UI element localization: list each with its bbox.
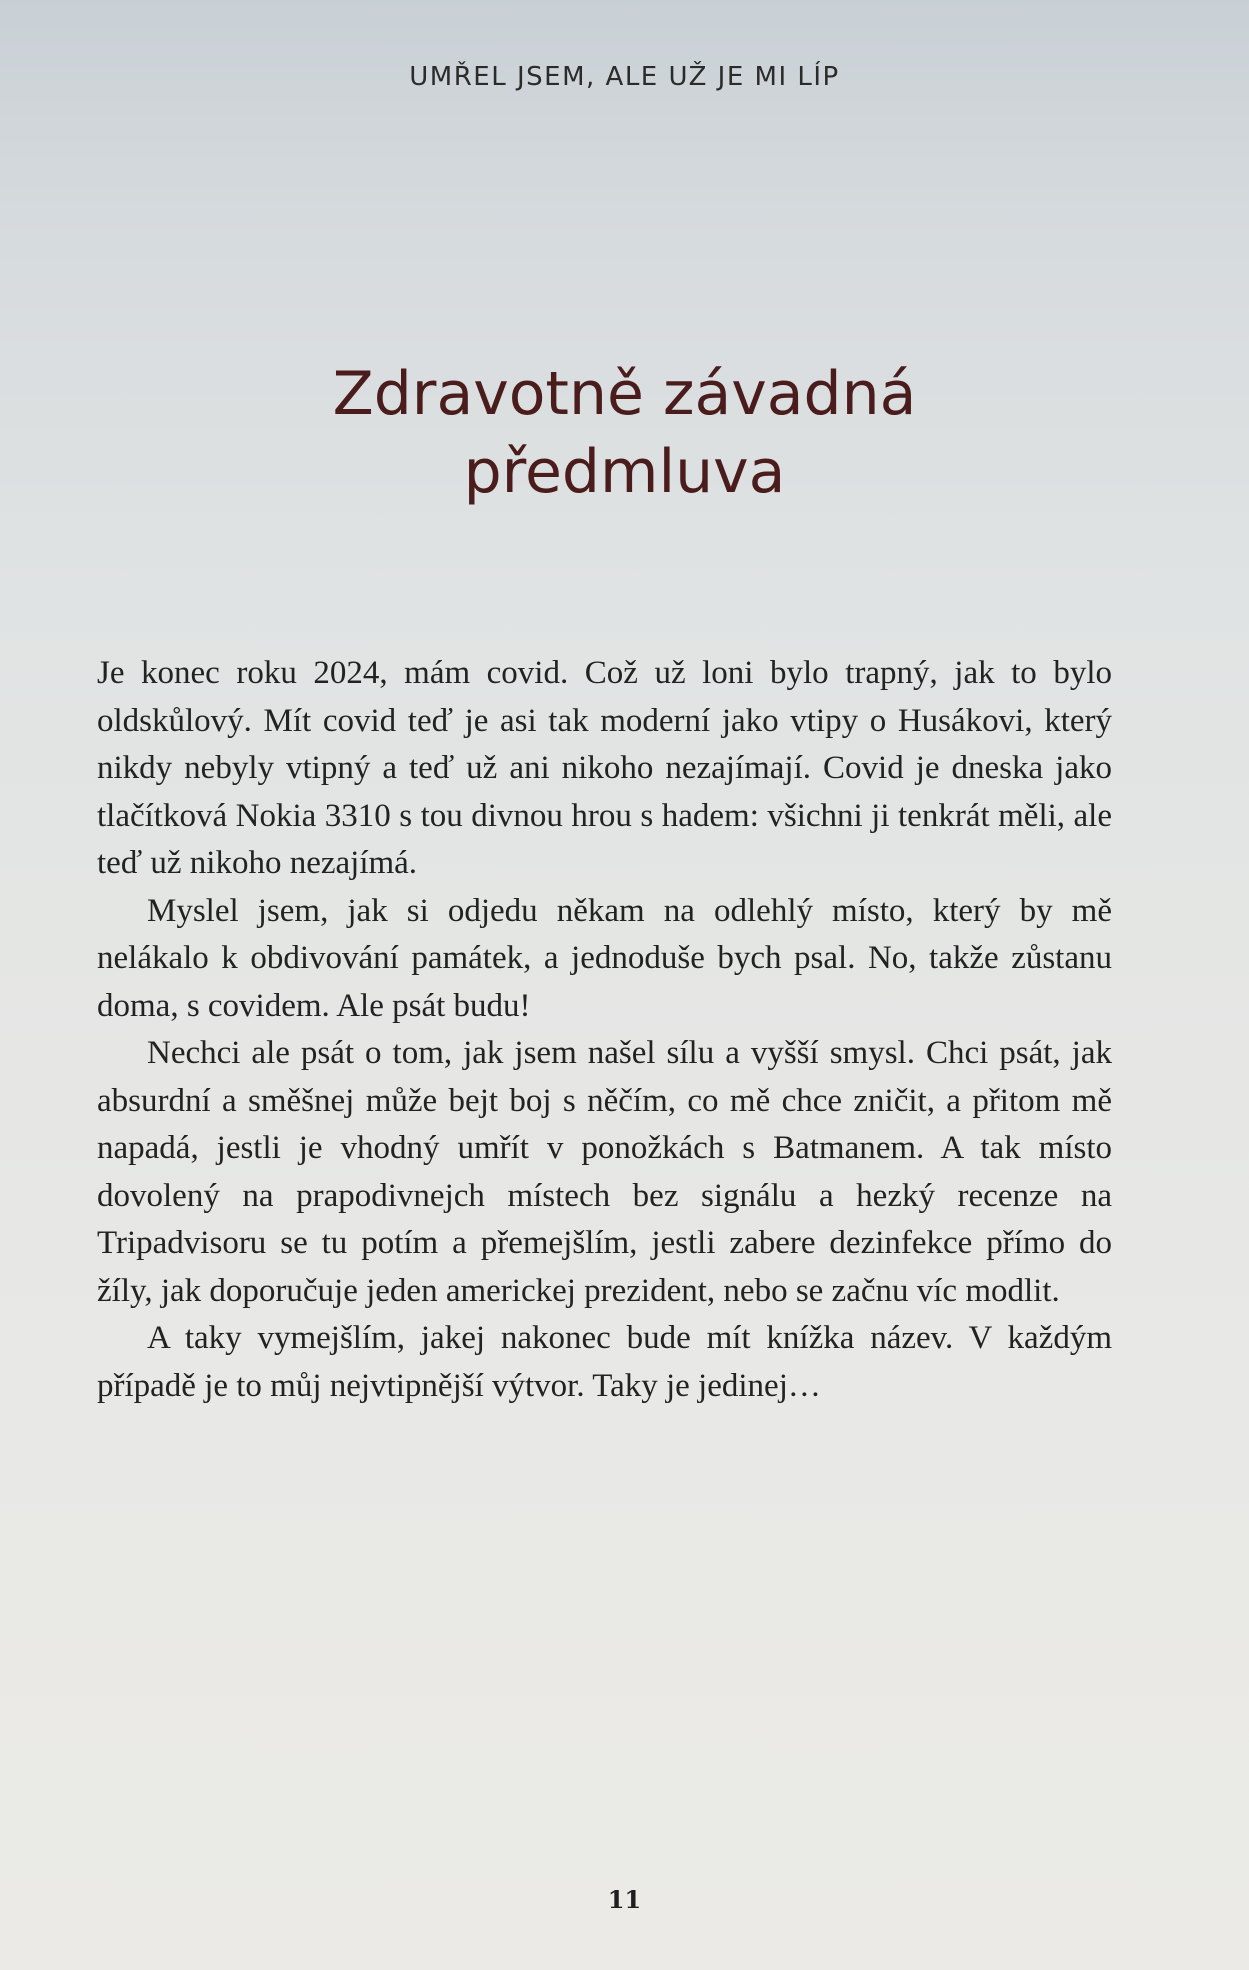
body-text [97,650,1112,1410]
paragraph: Je konec roku 2024, mám covid. Což už loni bylo trapný, jak to bylo oldskůlový. Mít covid teď je asi tak moderní jako vtipy o Husákovi, který nikdy nebyly vtipný a teď už ani nikoho nezajímají. Covid je dneska jako tlačítková Nokia 3310 s tou divnou hrou s hadem: všichni ji tenkrát měli, ale teď už nikoho nezajímá. [97,655,1112,881]
paragraph: A taky vymejšlím, jakej nakonec bude mít knížka název. V každým případě je to můj nejvtipnější výtvor. Taky je jedinej… [97,1320,1112,1404]
chapter-title [0,355,1249,511]
running-header: UMŘEL JSEM, ALE UŽ JE MI LÍP [409,62,840,92]
paragraph: Myslel jsem, jak si odjedu někam na odlehlý místo, který by mě nelákalo k obdivování památek, a jednoduše bych psal. No, takže zůstanu doma, s covidem. Ale psát budu! [97,892,1112,1024]
chapter-title-line-1: Zdravotně závadná [332,359,917,429]
paragraph: Nechci ale psát o tom, jak jsem našel sílu a vyšší smysl. Chci psát, jak absurdní a směšnej může bejt boj s něčím, co mě chce zničit, a přitom mě napadá, jestli je vhodný umřít v ponožkách s Batmanem. A tak místo dovolený na prapodivnejch místech bez signálu a hezký recenze na Tripadvisoru se tu potím a přemejšlím, jestli zabere dezinfekce přímo do žíly, jak doporučuje jeden americkej prezident, nebo se začnu víc modlit. [97,1035,1112,1309]
page-number: 11 [607,1885,642,1914]
chapter-title-line-2: předmluva [463,437,786,507]
